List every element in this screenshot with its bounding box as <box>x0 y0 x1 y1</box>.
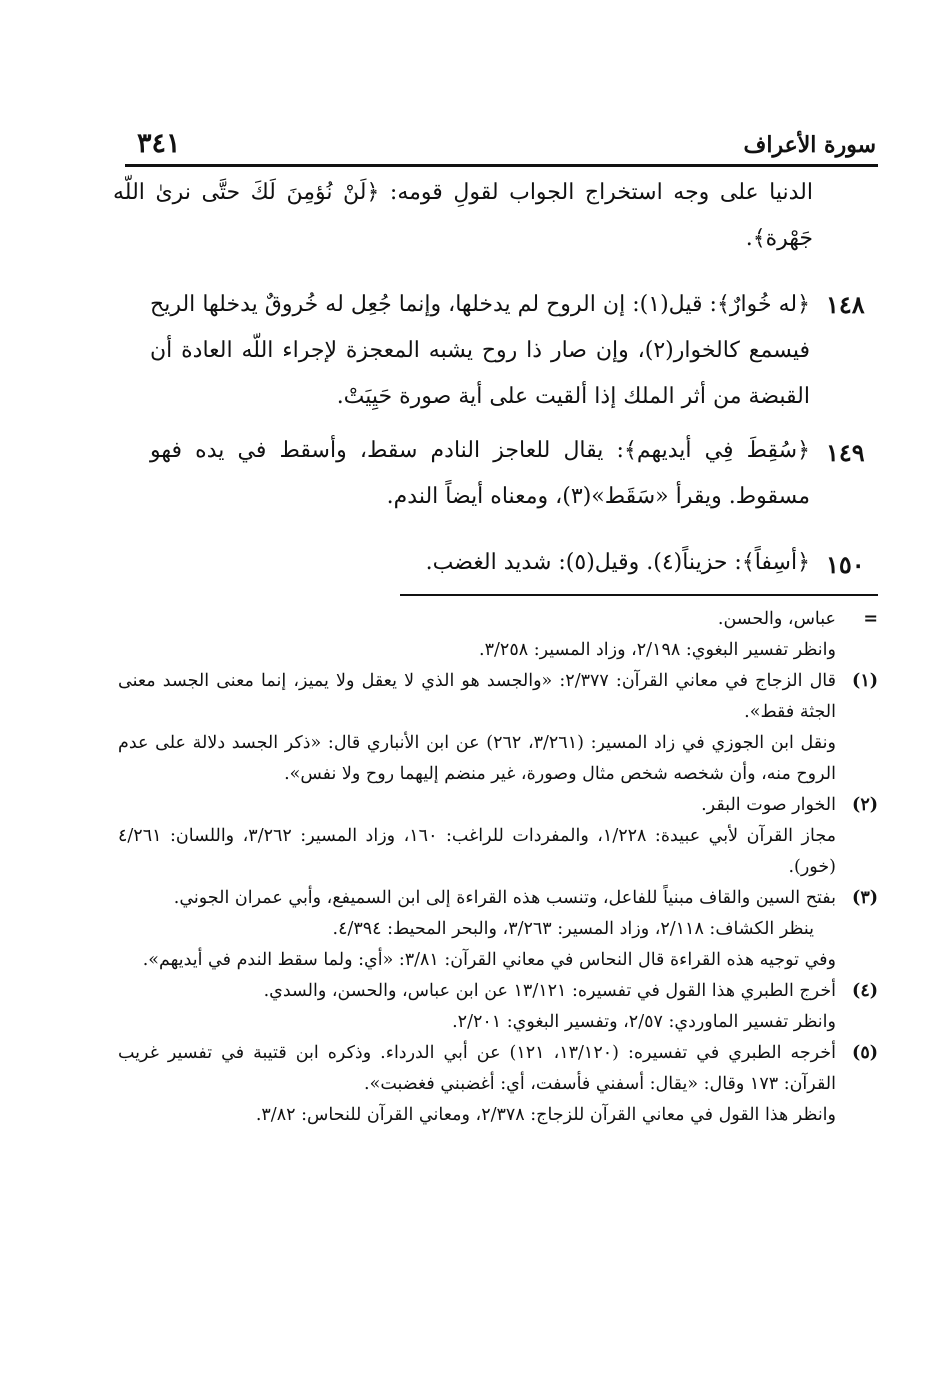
footnote-number: (١) <box>852 671 878 691</box>
intro-paragraph: الدنيا على وجه استخراج الجواب لقولِ قومه: ﴿لَنْ نُؤمِنَ لَكَ حتَّى نرىٰ اللّه جَهْرة﴾. <box>113 180 813 251</box>
header-rule <box>125 164 878 167</box>
footnote-text: وانظر تفسير البغوي: ٢/١٩٨، وزاد المسير: ٣/٢٥٨. <box>479 640 836 660</box>
page-header <box>125 124 878 164</box>
verse-number-148: ١٤٨ <box>826 290 865 319</box>
footnote-number: (٥) <box>852 1043 878 1063</box>
footnote-text: أخرج الطبري هذا القول في تفسيره: ١٣/١٢١ عن ابن عباس، والحسن، والسدي. <box>263 981 836 1001</box>
footnotes <box>118 604 878 1131</box>
verse-149-text: ﴿سُقِطَ فِي أيديهم﴾: يقال للعاجز النادم سقط، وأسقط في يده فهو مسقوط. ويقرأ «سَقَط»(٣)، ومعناه أيضاً الندم. <box>150 438 811 509</box>
footnote-rule <box>400 594 878 596</box>
footnote-3 <box>118 883 878 914</box>
footnote-text: وانظر هذا القول في معاني القرآن للزجاج: ٢/٣٧٨، ومعاني القرآن للنحاس: ٣/٨٢. <box>255 1105 836 1125</box>
footnote-text: ونقل ابن الجوزي في زاد المسير: (٣/٢٦١، ٢٦٢) عن ابن الأنباري قال: «ذكر الجسد دلالة على عدم الروح منه، وأن شخصه شخص مثال وصورة، غير منضم إليهما روح ولا نفس». <box>118 733 836 784</box>
verse-148-text: ﴿له خُوارٌ﴾: قيل(١): إن الروح لم يدخلها، وإنما جُعِل له خُروقٌ يدخلها الريح فيسمع كالخوار(٢)، وإن صار ذا روح يشبه المعجزة لإجراء اللّه العادة أن القبضة من أثر الملك إذا ألقيت على أية صورة حَيِيَتْ. <box>150 292 811 409</box>
footnote-continuation <box>118 604 878 635</box>
footnote-1 <box>118 666 878 728</box>
footnote-text: ينظر الكشاف: ٢/١١٨، وزاد المسير: ٣/٢٦٣، والبحر المحيط: ٤/٣٩٤. <box>332 919 814 939</box>
verse-150-text: ﴿أسِفاً﴾: حزيناً(٤). وقيل(٥): شديد الغضب. <box>425 550 810 575</box>
verse-number-149: ١٤٩ <box>826 438 865 467</box>
surah-title: سورة الأعراف <box>743 132 876 158</box>
footnote-text: الخوار صوت البقر. <box>701 795 836 815</box>
footnote-number: (٣) <box>852 888 878 908</box>
footnote-text: وفي توجيه هذه القراءة قال النحاس في معاني القرآن: ٣/٨١: «أي: ولما سقط الندم في أيديهم». <box>142 950 836 970</box>
footnote-text: قال الزجاج في معاني القرآن: ٢/٣٧٧: «والجسد هو الذي لا يعقل ولا يميز، إنما معنى الجسد معنى الجثة فقط». <box>118 671 836 722</box>
footnote-text: عباس، والحسن. <box>717 609 836 629</box>
verse-number-150: ١٥٠ <box>826 550 865 579</box>
footnote-number: (٤) <box>852 981 878 1001</box>
footnote-text: مجاز القرآن لأبي عبيدة: ١/٢٢٨، والمفردات للراغب: ١٦٠، وزاد المسير: ٣/٢٦٢، واللسان: ٤/٢٦١ (خور). <box>118 826 836 877</box>
footnote-5 <box>118 1038 878 1100</box>
footnote-number: (٢) <box>852 795 878 815</box>
footnote-text: أخرجه الطبري في تفسيره: (١٣/١٢٠، ١٢١) عن أبي الدرداء. وذكره ابن قتيبة في تفسير غريب القرآن: ١٧٣ وقال: «يقال: أسفني فأسفت، أي: أغضبني فغضبت». <box>118 1043 836 1094</box>
footnote-2 <box>118 790 878 821</box>
footnote-text: وانظر تفسير الماوردي: ٢/٥٧، وتفسير البغوي: ٢/٢٠١. <box>452 1012 836 1032</box>
continuation-marker: = <box>863 609 878 629</box>
page-number: ٣٤١ <box>137 128 181 159</box>
footnote-4 <box>118 976 878 1007</box>
footnote-text: بفتح السين والقاف مبنياً للفاعل، وتنسب هذه القراءة إلى ابن السميفع، وأبي عمران الجوني. <box>173 888 836 908</box>
